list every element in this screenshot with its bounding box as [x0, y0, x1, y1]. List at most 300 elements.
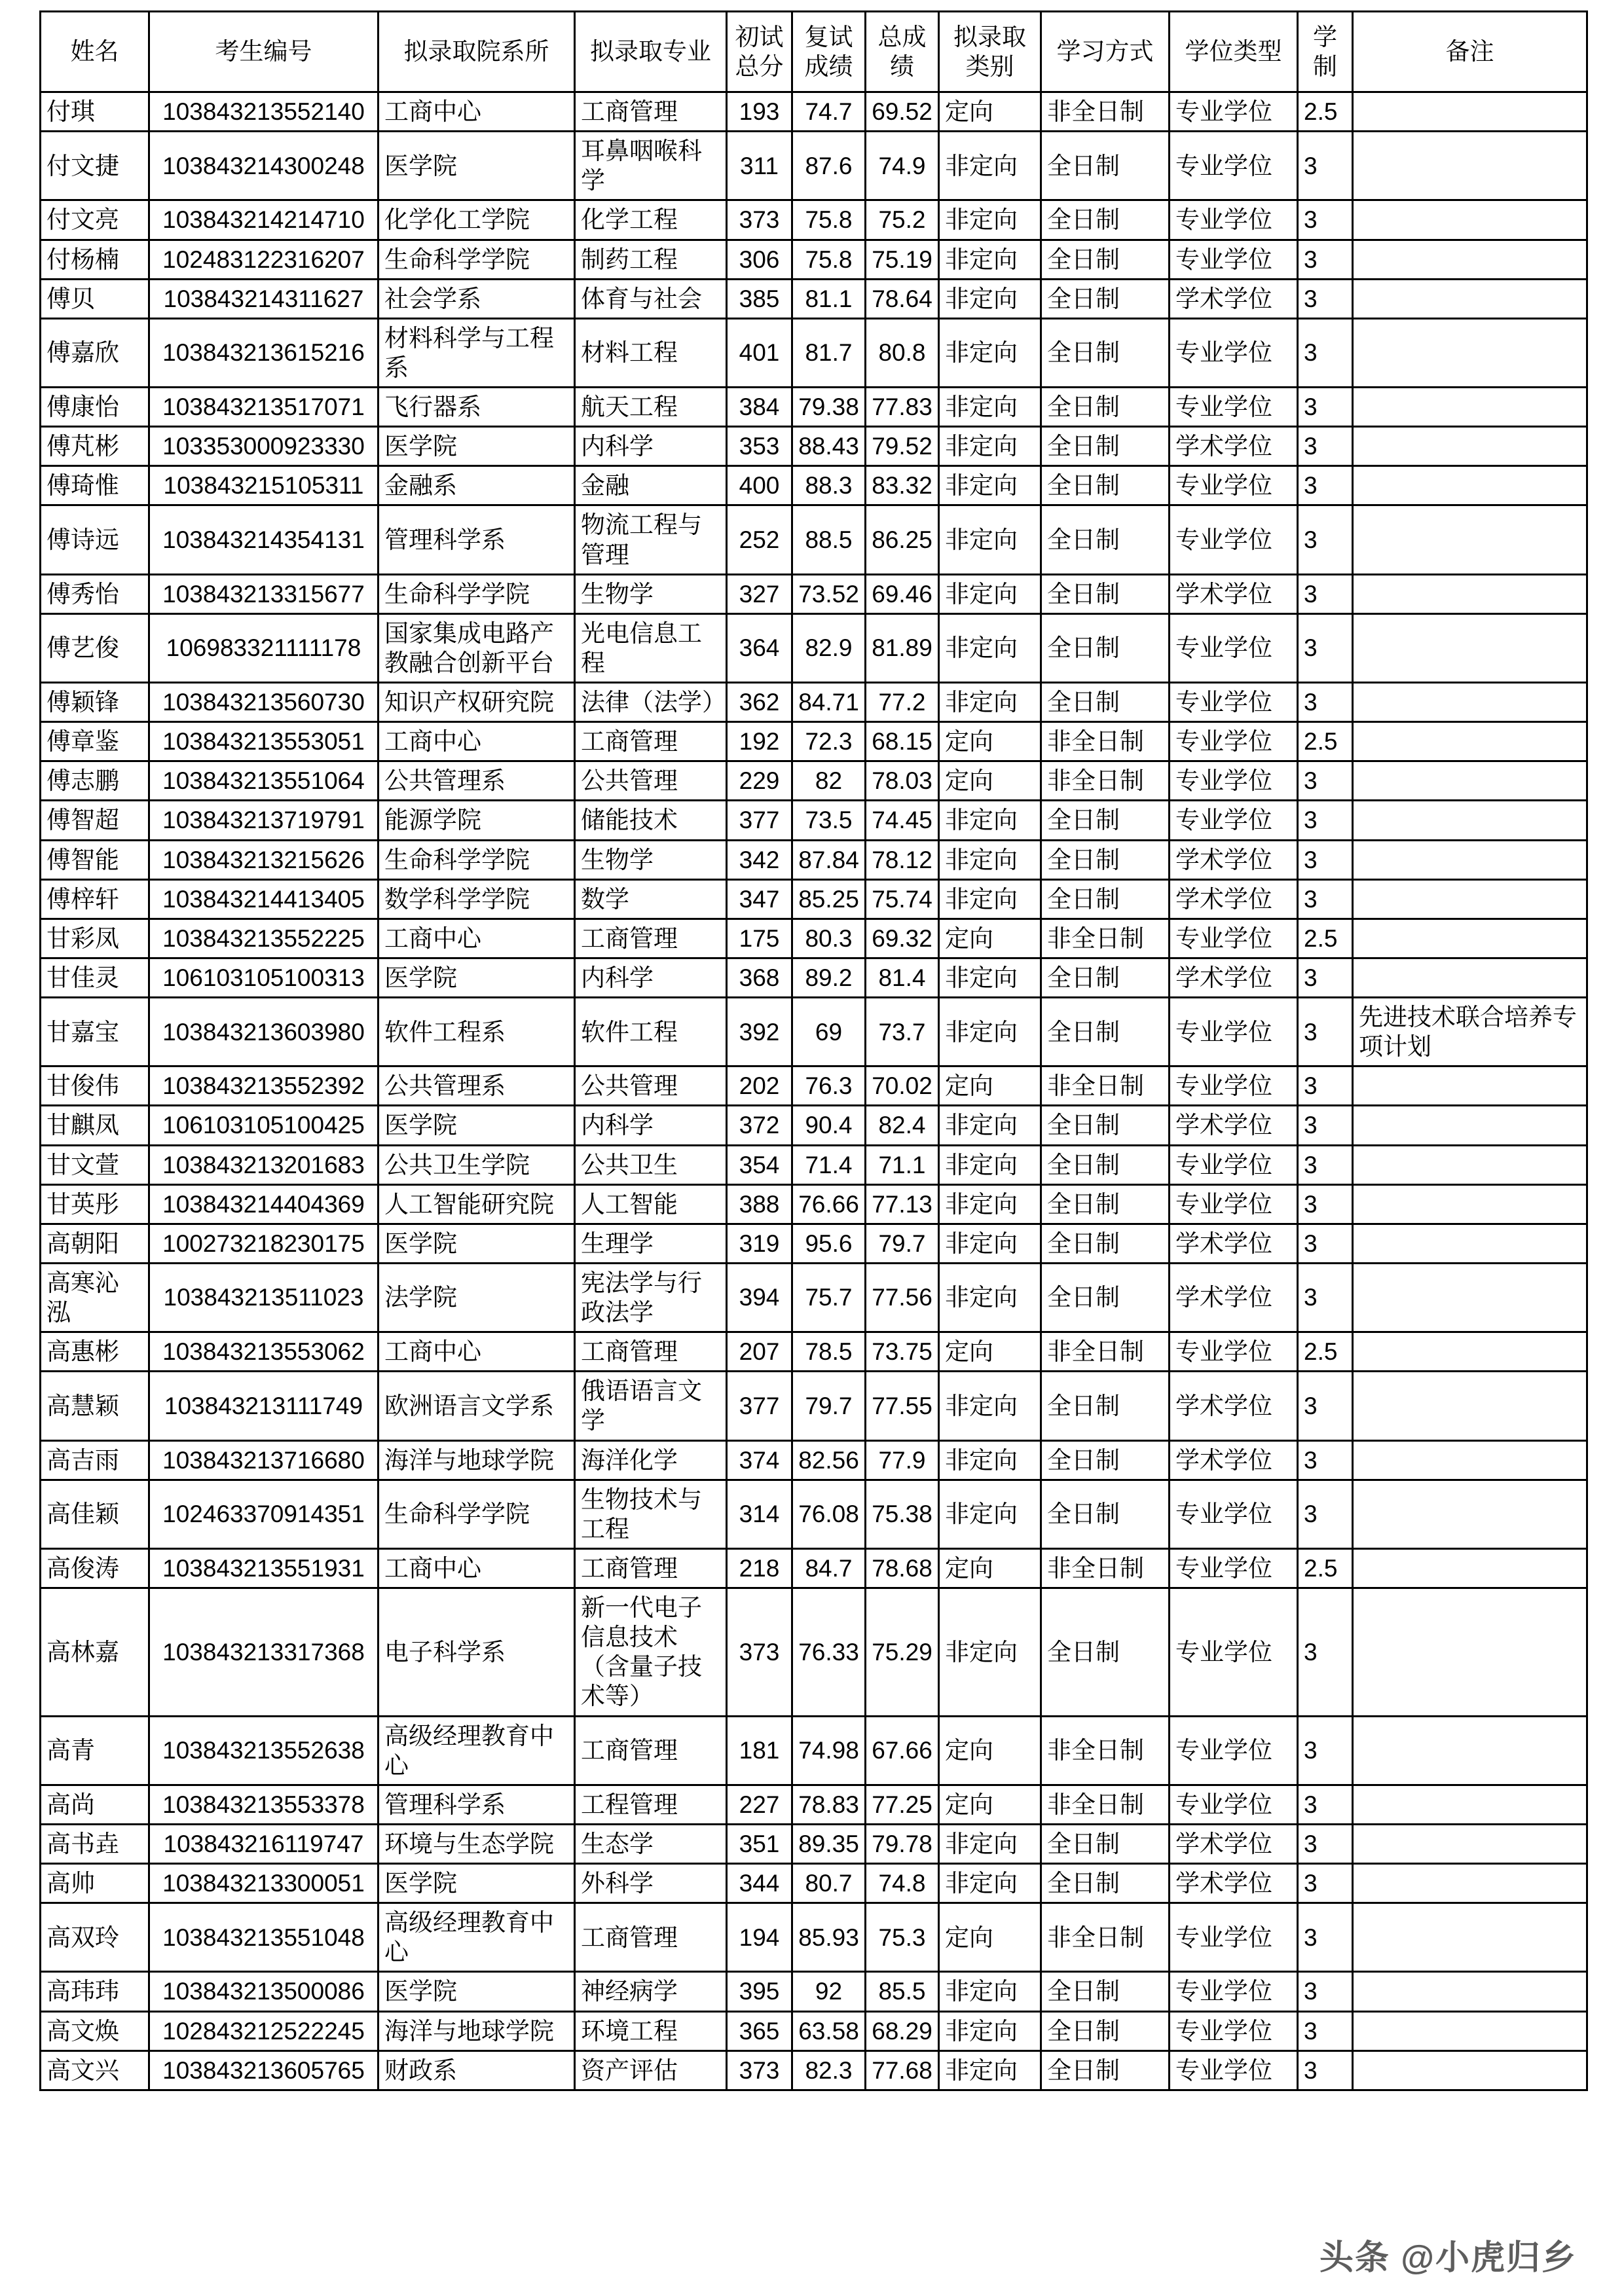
cell-study-mode: 非全日制	[1041, 761, 1170, 801]
cell-remark	[1353, 1372, 1587, 1440]
cell-total-score: 77.9	[866, 1440, 939, 1480]
cell-study-mode: 全日制	[1041, 1480, 1170, 1548]
cell-study-mode: 全日制	[1041, 613, 1170, 682]
cell-remark	[1353, 92, 1587, 132]
cell-preliminary-score: 362	[727, 683, 792, 722]
cell-total-score: 81.4	[866, 958, 939, 997]
cell-remark	[1353, 1548, 1587, 1588]
cell-remark	[1353, 722, 1587, 761]
cell-major: 制药工程	[575, 240, 727, 279]
cell-total-score: 69.32	[866, 919, 939, 958]
cell-remark	[1353, 1066, 1587, 1106]
table-row	[41, 505, 1587, 574]
cell-study-mode: 全日制	[1041, 318, 1170, 387]
column-header-years: 学制	[1298, 12, 1353, 92]
cell-study-mode: 全日制	[1041, 466, 1170, 505]
cell-remark	[1353, 279, 1587, 318]
cell-name: 高佳颖	[41, 1480, 149, 1548]
cell-years: 3	[1298, 683, 1353, 722]
cell-major: 生物学	[575, 574, 727, 613]
cell-degree-type: 专业学位	[1170, 1480, 1298, 1548]
cell-total-score: 75.3	[866, 1903, 939, 1972]
cell-name: 甘佳灵	[41, 958, 149, 997]
cell-department: 化学化工学院	[378, 200, 575, 240]
cell-candidate-id: 103843213215626	[149, 840, 378, 879]
cell-major: 法律（法学）	[575, 683, 727, 722]
table-row	[41, 1864, 1587, 1903]
cell-remark	[1353, 505, 1587, 574]
cell-major: 新一代电子信息技术（含量子技术等）	[575, 1588, 727, 1717]
column-header-id: 考生编号	[149, 12, 378, 92]
cell-total-score: 74.45	[866, 801, 939, 840]
cell-category: 非定向	[939, 1480, 1041, 1548]
cell-department: 飞行器系	[378, 388, 575, 427]
table-row	[41, 1716, 1587, 1785]
cell-preliminary-score: 229	[727, 761, 792, 801]
cell-candidate-id: 103843213551931	[149, 1548, 378, 1588]
cell-preliminary-score: 365	[727, 2011, 792, 2050]
cell-name: 傅秀怡	[41, 574, 149, 613]
cell-retest-score: 82.56	[792, 1440, 866, 1480]
cell-department: 材料科学与工程系	[378, 318, 575, 387]
cell-degree-type: 专业学位	[1170, 1184, 1298, 1224]
cell-major: 神经病学	[575, 1972, 727, 2011]
cell-preliminary-score: 194	[727, 1903, 792, 1972]
cell-name: 高慧颖	[41, 1372, 149, 1440]
cell-total-score: 82.4	[866, 1106, 939, 1145]
cell-preliminary-score: 306	[727, 240, 792, 279]
cell-study-mode: 非全日制	[1041, 1716, 1170, 1785]
cell-total-score: 85.5	[866, 1972, 939, 2011]
cell-name: 甘俊伟	[41, 1066, 149, 1106]
table-row	[41, 1145, 1587, 1184]
cell-retest-score: 81.1	[792, 279, 866, 318]
cell-degree-type: 专业学位	[1170, 200, 1298, 240]
cell-major: 工商管理	[575, 919, 727, 958]
cell-department: 数学科学学院	[378, 879, 575, 919]
cell-retest-score: 80.3	[792, 919, 866, 958]
admissions-table	[39, 10, 1588, 2091]
cell-preliminary-score: 314	[727, 1480, 792, 1548]
table-row	[41, 200, 1587, 240]
cell-name: 傅诗远	[41, 505, 149, 574]
cell-department: 公共管理系	[378, 1066, 575, 1106]
cell-total-score: 79.7	[866, 1224, 939, 1263]
cell-remark	[1353, 574, 1587, 613]
cell-study-mode: 非全日制	[1041, 1066, 1170, 1106]
cell-years: 3	[1298, 1145, 1353, 1184]
cell-total-score: 73.7	[866, 998, 939, 1066]
cell-name: 高尚	[41, 1785, 149, 1824]
cell-study-mode: 全日制	[1041, 505, 1170, 574]
cell-department: 欧洲语言文学系	[378, 1372, 575, 1440]
cell-department: 金融系	[378, 466, 575, 505]
cell-category: 定向	[939, 1548, 1041, 1588]
cell-retest-score: 82.9	[792, 613, 866, 682]
cell-degree-type: 专业学位	[1170, 722, 1298, 761]
cell-category: 非定向	[939, 2050, 1041, 2090]
cell-remark	[1353, 1716, 1587, 1785]
cell-study-mode: 全日制	[1041, 1106, 1170, 1145]
table-header	[41, 12, 1587, 92]
cell-category: 非定向	[939, 505, 1041, 574]
cell-retest-score: 85.93	[792, 1903, 866, 1972]
table-row	[41, 1480, 1587, 1548]
cell-degree-type: 学术学位	[1170, 279, 1298, 318]
table-row	[41, 1588, 1587, 1717]
cell-department: 工商中心	[378, 919, 575, 958]
cell-department: 生命科学学院	[378, 574, 575, 613]
table-row	[41, 240, 1587, 279]
cell-preliminary-score: 227	[727, 1785, 792, 1824]
cell-major: 公共卫生	[575, 1145, 727, 1184]
table-row	[41, 1224, 1587, 1263]
cell-category: 非定向	[939, 613, 1041, 682]
cell-total-score: 81.89	[866, 613, 939, 682]
cell-degree-type: 学术学位	[1170, 1263, 1298, 1332]
table-row	[41, 2011, 1587, 2050]
cell-total-score: 75.19	[866, 240, 939, 279]
table-row	[41, 761, 1587, 801]
cell-years: 3	[1298, 1864, 1353, 1903]
column-header-retest-score: 复试成绩	[792, 12, 866, 92]
cell-category: 非定向	[939, 1972, 1041, 2011]
cell-retest-score: 80.7	[792, 1864, 866, 1903]
cell-category: 非定向	[939, 1864, 1041, 1903]
cell-total-score: 73.75	[866, 1332, 939, 1372]
table-row	[41, 958, 1587, 997]
cell-preliminary-score: 373	[727, 1588, 792, 1717]
cell-category: 定向	[939, 92, 1041, 132]
cell-candidate-id: 103843213517071	[149, 388, 378, 427]
cell-preliminary-score: 377	[727, 801, 792, 840]
table-row	[41, 427, 1587, 466]
cell-name: 甘嘉宝	[41, 998, 149, 1066]
cell-study-mode: 非全日制	[1041, 1785, 1170, 1824]
cell-name: 傅康怡	[41, 388, 149, 427]
cell-major: 工商管理	[575, 1332, 727, 1372]
cell-category: 定向	[939, 722, 1041, 761]
cell-degree-type: 专业学位	[1170, 388, 1298, 427]
cell-preliminary-score: 181	[727, 1716, 792, 1785]
cell-retest-score: 78.5	[792, 1332, 866, 1372]
cell-degree-type: 专业学位	[1170, 1332, 1298, 1372]
table-row	[41, 92, 1587, 132]
cell-retest-score: 74.98	[792, 1716, 866, 1785]
cell-remark	[1353, 1588, 1587, 1717]
cell-study-mode: 全日制	[1041, 132, 1170, 200]
cell-years: 3	[1298, 200, 1353, 240]
cell-preliminary-score: 319	[727, 1224, 792, 1263]
cell-preliminary-score: 368	[727, 958, 792, 997]
cell-remark	[1353, 761, 1587, 801]
cell-category: 非定向	[939, 200, 1041, 240]
cell-degree-type: 学术学位	[1170, 1864, 1298, 1903]
cell-degree-type: 专业学位	[1170, 240, 1298, 279]
column-header-preliminary-score: 初试总分	[727, 12, 792, 92]
cell-years: 3	[1298, 1588, 1353, 1717]
cell-category: 非定向	[939, 2011, 1041, 2050]
cell-category: 非定向	[939, 1372, 1041, 1440]
cell-category: 非定向	[939, 801, 1041, 840]
cell-category: 非定向	[939, 1263, 1041, 1332]
cell-department: 知识产权研究院	[378, 683, 575, 722]
table-row	[41, 879, 1587, 919]
cell-total-score: 75.74	[866, 879, 939, 919]
cell-degree-type: 学术学位	[1170, 1106, 1298, 1145]
cell-study-mode: 全日制	[1041, 958, 1170, 997]
cell-department: 海洋与地球学院	[378, 1440, 575, 1480]
cell-major: 工程管理	[575, 1785, 727, 1824]
cell-candidate-id: 103843213560730	[149, 683, 378, 722]
cell-total-score: 75.2	[866, 200, 939, 240]
cell-department: 管理科学系	[378, 505, 575, 574]
table-row	[41, 466, 1587, 505]
cell-remark	[1353, 132, 1587, 200]
cell-name: 高双玲	[41, 1903, 149, 1972]
cell-degree-type: 专业学位	[1170, 505, 1298, 574]
cell-preliminary-score: 377	[727, 1372, 792, 1440]
cell-remark	[1353, 919, 1587, 958]
cell-study-mode: 非全日制	[1041, 92, 1170, 132]
cell-major: 内科学	[575, 1106, 727, 1145]
cell-candidate-id: 103843216119747	[149, 1824, 378, 1863]
cell-years: 3	[1298, 613, 1353, 682]
table-row	[41, 2050, 1587, 2090]
cell-name: 傅智能	[41, 840, 149, 879]
cell-remark	[1353, 683, 1587, 722]
cell-total-score: 79.78	[866, 1824, 939, 1863]
cell-name: 高玮玮	[41, 1972, 149, 2011]
cell-total-score: 75.38	[866, 1480, 939, 1548]
cell-degree-type: 专业学位	[1170, 318, 1298, 387]
cell-candidate-id: 103843215105311	[149, 466, 378, 505]
table-body	[41, 92, 1587, 2090]
cell-name: 傅梓轩	[41, 879, 149, 919]
cell-name: 高书垚	[41, 1824, 149, 1863]
cell-preliminary-score: 364	[727, 613, 792, 682]
cell-candidate-id: 106983321111178	[149, 613, 378, 682]
cell-degree-type: 学术学位	[1170, 1824, 1298, 1863]
cell-total-score: 77.25	[866, 1785, 939, 1824]
cell-name: 傅章鉴	[41, 722, 149, 761]
cell-years: 3	[1298, 2011, 1353, 2050]
cell-retest-score: 85.25	[792, 879, 866, 919]
cell-retest-score: 76.33	[792, 1588, 866, 1717]
cell-retest-score: 84.71	[792, 683, 866, 722]
cell-retest-score: 76.08	[792, 1480, 866, 1548]
cell-remark	[1353, 801, 1587, 840]
cell-preliminary-score: 344	[727, 1864, 792, 1903]
cell-department: 医学院	[378, 132, 575, 200]
cell-preliminary-score: 342	[727, 840, 792, 879]
cell-years: 3	[1298, 2050, 1353, 2090]
cell-years: 3	[1298, 132, 1353, 200]
table-row	[41, 388, 1587, 427]
column-header-study-mode: 学习方式	[1041, 12, 1170, 92]
cell-name: 傅颖锋	[41, 683, 149, 722]
cell-candidate-id: 103843213552638	[149, 1716, 378, 1785]
cell-preliminary-score: 392	[727, 998, 792, 1066]
cell-degree-type: 专业学位	[1170, 132, 1298, 200]
cell-candidate-id: 103843213317368	[149, 1588, 378, 1717]
cell-study-mode: 全日制	[1041, 279, 1170, 318]
cell-degree-type: 专业学位	[1170, 761, 1298, 801]
cell-candidate-id: 103843213615216	[149, 318, 378, 387]
cell-candidate-id: 103843213201683	[149, 1145, 378, 1184]
cell-total-score: 77.2	[866, 683, 939, 722]
cell-remark	[1353, 1903, 1587, 1972]
cell-degree-type: 专业学位	[1170, 1145, 1298, 1184]
cell-preliminary-score: 327	[727, 574, 792, 613]
cell-years: 3	[1298, 505, 1353, 574]
table-row	[41, 840, 1587, 879]
cell-study-mode: 非全日制	[1041, 1903, 1170, 1972]
cell-years: 3	[1298, 840, 1353, 879]
cell-years: 3	[1298, 1903, 1353, 1972]
header-row	[41, 12, 1587, 92]
cell-years: 3	[1298, 879, 1353, 919]
cell-major: 海洋化学	[575, 1440, 727, 1480]
cell-candidate-id: 103843213551064	[149, 761, 378, 801]
cell-retest-score: 87.6	[792, 132, 866, 200]
cell-name: 甘麒凤	[41, 1106, 149, 1145]
cell-category: 非定向	[939, 998, 1041, 1066]
cell-years: 2.5	[1298, 919, 1353, 958]
cell-study-mode: 非全日制	[1041, 722, 1170, 761]
cell-retest-score: 82	[792, 761, 866, 801]
cell-candidate-id: 103843213553378	[149, 1785, 378, 1824]
cell-preliminary-score: 394	[727, 1263, 792, 1332]
cell-degree-type: 学术学位	[1170, 574, 1298, 613]
cell-remark	[1353, 613, 1587, 682]
cell-retest-score: 95.6	[792, 1224, 866, 1263]
cell-preliminary-score: 354	[727, 1145, 792, 1184]
cell-total-score: 83.32	[866, 466, 939, 505]
cell-candidate-id: 102483122316207	[149, 240, 378, 279]
cell-department: 医学院	[378, 427, 575, 466]
cell-preliminary-score: 202	[727, 1066, 792, 1106]
cell-name: 高帅	[41, 1864, 149, 1903]
cell-degree-type: 专业学位	[1170, 613, 1298, 682]
cell-category: 非定向	[939, 466, 1041, 505]
column-header-major: 拟录取专业	[575, 12, 727, 92]
cell-retest-score: 78.83	[792, 1785, 866, 1824]
cell-total-score: 69.46	[866, 574, 939, 613]
cell-study-mode: 全日制	[1041, 388, 1170, 427]
cell-name: 甘英彤	[41, 1184, 149, 1224]
cell-total-score: 86.25	[866, 505, 939, 574]
cell-degree-type: 学术学位	[1170, 958, 1298, 997]
cell-study-mode: 全日制	[1041, 1972, 1170, 2011]
cell-years: 3	[1298, 1716, 1353, 1785]
cell-study-mode: 全日制	[1041, 1864, 1170, 1903]
cell-department: 社会学系	[378, 279, 575, 318]
cell-total-score: 67.66	[866, 1716, 939, 1785]
cell-candidate-id: 103843213719791	[149, 801, 378, 840]
cell-degree-type: 专业学位	[1170, 92, 1298, 132]
cell-major: 外科学	[575, 1864, 727, 1903]
cell-name: 傅艺俊	[41, 613, 149, 682]
cell-major: 金融	[575, 466, 727, 505]
cell-retest-score: 72.3	[792, 722, 866, 761]
cell-category: 非定向	[939, 318, 1041, 387]
cell-years: 3	[1298, 388, 1353, 427]
cell-preliminary-score: 385	[727, 279, 792, 318]
table-row	[41, 1372, 1587, 1440]
cell-category: 非定向	[939, 840, 1041, 879]
cell-total-score: 80.8	[866, 318, 939, 387]
cell-years: 3	[1298, 318, 1353, 387]
cell-major: 工商管理	[575, 1716, 727, 1785]
cell-remark	[1353, 958, 1587, 997]
cell-department: 工商中心	[378, 92, 575, 132]
cell-name: 高文兴	[41, 2050, 149, 2090]
cell-years: 3	[1298, 240, 1353, 279]
cell-study-mode: 全日制	[1041, 574, 1170, 613]
cell-major: 化学工程	[575, 200, 727, 240]
cell-years: 3	[1298, 1224, 1353, 1263]
cell-major: 储能技术	[575, 801, 727, 840]
cell-department: 公共卫生学院	[378, 1145, 575, 1184]
cell-department: 财政系	[378, 2050, 575, 2090]
cell-department: 海洋与地球学院	[378, 2011, 575, 2050]
table-row	[41, 1548, 1587, 1588]
cell-major: 物流工程与管理	[575, 505, 727, 574]
cell-total-score: 70.02	[866, 1066, 939, 1106]
cell-category: 定向	[939, 1716, 1041, 1785]
cell-total-score: 77.68	[866, 2050, 939, 2090]
cell-department: 工商中心	[378, 722, 575, 761]
cell-years: 3	[1298, 801, 1353, 840]
column-header-dept: 拟录取院系所	[378, 12, 575, 92]
cell-category: 非定向	[939, 132, 1041, 200]
cell-remark	[1353, 318, 1587, 387]
cell-study-mode: 全日制	[1041, 998, 1170, 1066]
cell-department: 高级经理教育中心	[378, 1903, 575, 1972]
table-row	[41, 1332, 1587, 1372]
cell-preliminary-score: 347	[727, 879, 792, 919]
cell-degree-type: 专业学位	[1170, 1716, 1298, 1785]
cell-retest-score: 82.3	[792, 2050, 866, 2090]
cell-retest-score: 73.52	[792, 574, 866, 613]
cell-preliminary-score: 207	[727, 1332, 792, 1372]
cell-preliminary-score: 218	[727, 1548, 792, 1588]
cell-department: 医学院	[378, 958, 575, 997]
cell-degree-type: 专业学位	[1170, 1588, 1298, 1717]
cell-preliminary-score: 252	[727, 505, 792, 574]
cell-study-mode: 全日制	[1041, 1440, 1170, 1480]
cell-major: 工商管理	[575, 92, 727, 132]
cell-degree-type: 专业学位	[1170, 1785, 1298, 1824]
cell-years: 3	[1298, 761, 1353, 801]
cell-retest-score: 76.66	[792, 1184, 866, 1224]
cell-department: 软件工程系	[378, 998, 575, 1066]
cell-name: 傅芃彬	[41, 427, 149, 466]
cell-retest-score: 90.4	[792, 1106, 866, 1145]
cell-preliminary-score: 401	[727, 318, 792, 387]
cell-years: 3	[1298, 574, 1353, 613]
table-row	[41, 1903, 1587, 1972]
cell-department: 医学院	[378, 1864, 575, 1903]
cell-study-mode: 全日制	[1041, 840, 1170, 879]
cell-years: 3	[1298, 1263, 1353, 1332]
cell-total-score: 78.68	[866, 1548, 939, 1588]
cell-candidate-id: 103843213551048	[149, 1903, 378, 1972]
cell-total-score: 77.83	[866, 388, 939, 427]
table-row	[41, 318, 1587, 387]
table-row	[41, 574, 1587, 613]
